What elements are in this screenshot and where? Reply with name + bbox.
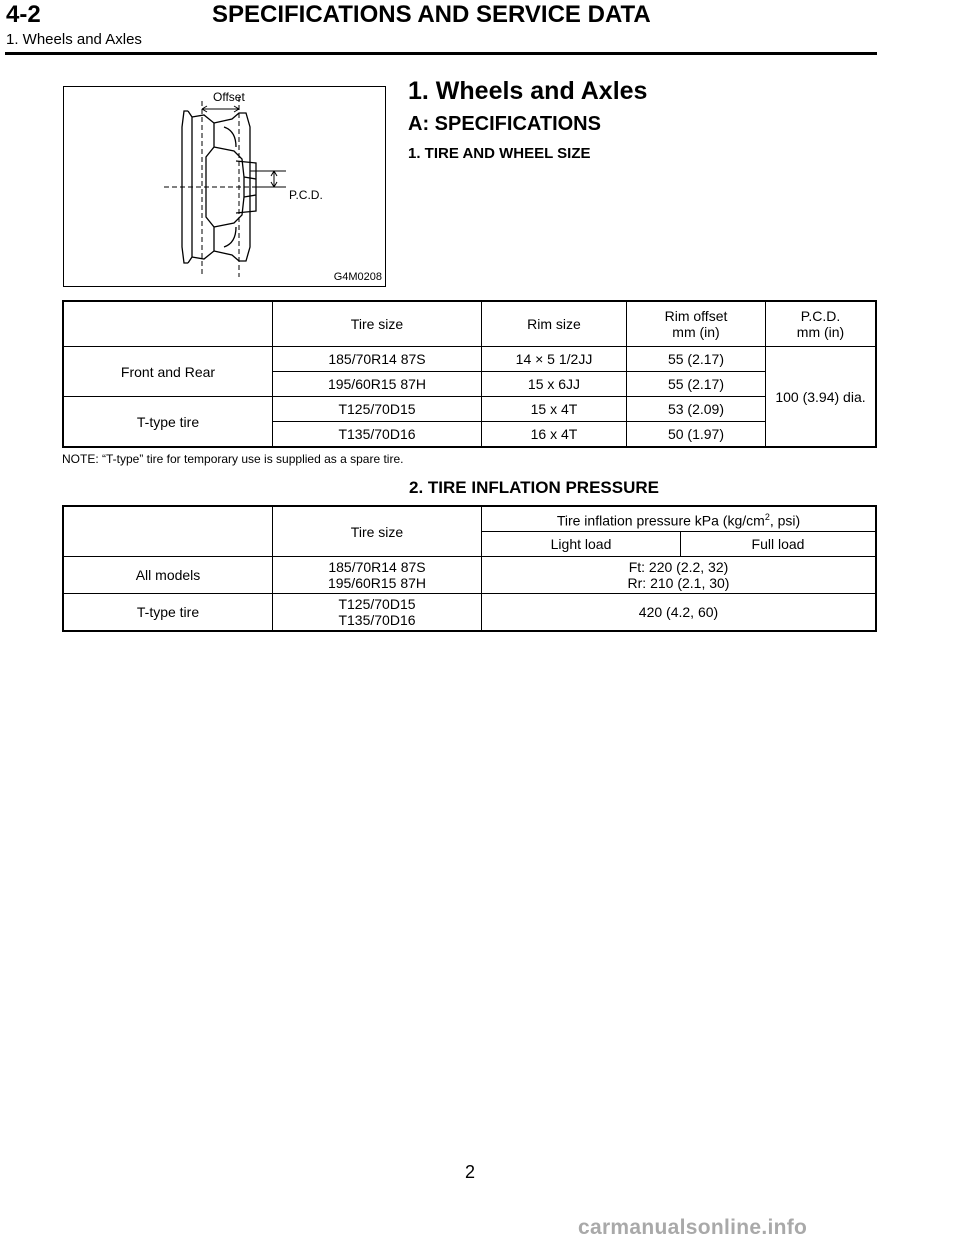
figure-code: G4M0208: [333, 271, 382, 283]
figure-label-pcd: P.C.D.: [289, 188, 323, 202]
cell-rim: 15 x 4T: [482, 397, 627, 422]
page-number: 2: [465, 1162, 476, 1182]
table-header-empty: [63, 506, 273, 557]
section-number: 4-2: [6, 1, 41, 28]
cell-offset: 50 (1.97): [627, 422, 766, 448]
cell-offset: 53 (2.09): [627, 397, 766, 422]
section-heading: 1. Wheels and Axles: [408, 77, 648, 105]
cell-offset: 55 (2.17): [627, 372, 766, 397]
tire-wheel-size-heading: 1. TIRE AND WHEEL SIZE: [408, 145, 591, 162]
row-label: All models: [63, 557, 273, 594]
cell-tire: 195/60R15 87H: [273, 372, 482, 397]
cell-tire: T125/70D15 T135/70D16: [273, 594, 482, 632]
watermark[interactable]: carmanualsonline.info: [578, 1216, 808, 1239]
table-header-pcd: P.C.D. mm (in): [766, 301, 877, 347]
figure-label-offset: Offset: [213, 90, 245, 104]
subsection-heading: A: SPECIFICATIONS: [408, 113, 601, 135]
wheel-figure: [63, 86, 386, 287]
table-header-pressure: Tire inflation pressure kPa ($kg/cm^2$, psi): [482, 506, 877, 532]
table-row: [63, 594, 876, 632]
cell-offset: 55 (2.17): [627, 347, 766, 372]
table-row: [63, 347, 876, 372]
cell-pcd: 100 (3.94) dia.: [766, 347, 877, 448]
table-header-full-load: Full load: [681, 532, 877, 557]
table-header-tire-size: Tire size: [273, 301, 482, 347]
row-group-label: T-type tire: [63, 397, 273, 448]
cell-pressure: 420 (4.2, 60): [482, 594, 877, 632]
table-row: [63, 557, 876, 594]
cell-tire: 185/70R14 87S 195/60R15 87H: [273, 557, 482, 594]
cell-pressure: Ft: 220 (2.2, 32) Rr: 210 (2.1, 30): [482, 557, 877, 594]
tire-pressure-heading: 2. TIRE INFLATION PRESSURE: [409, 478, 659, 497]
cell-rim: 15 x 6JJ: [482, 372, 627, 397]
header-rule: [5, 52, 877, 55]
page-title: SPECIFICATIONS AND SERVICE DATA: [212, 1, 651, 28]
cell-tire: 185/70R14 87S: [273, 347, 482, 372]
table-header-empty: [63, 301, 273, 347]
cell-tire: T135/70D16: [273, 422, 482, 448]
note-text: NOTE: “T-type” tire for temporary use is supplied as a spare tire.: [62, 452, 404, 466]
tire-pressure-table: [62, 505, 877, 632]
tire-wheel-size-table: [62, 300, 877, 448]
table-header-rim-offset: Rim offset mm (in): [627, 301, 766, 347]
row-label: T-type tire: [63, 594, 273, 632]
wheel-cross-section-drawing: [64, 87, 385, 286]
table-row: [63, 397, 876, 422]
cell-rim: 14 × 5 1/2JJ: [482, 347, 627, 372]
table-header-light-load: Light load: [482, 532, 681, 557]
cell-tire: T125/70D15: [273, 397, 482, 422]
page-subtitle: 1. Wheels and Axles: [6, 31, 142, 48]
row-group-label: Front and Rear: [63, 347, 273, 397]
table-header-rim-size: Rim size: [482, 301, 627, 347]
table-header-tire-size: Tire size: [273, 506, 482, 557]
cell-rim: 16 x 4T: [482, 422, 627, 448]
